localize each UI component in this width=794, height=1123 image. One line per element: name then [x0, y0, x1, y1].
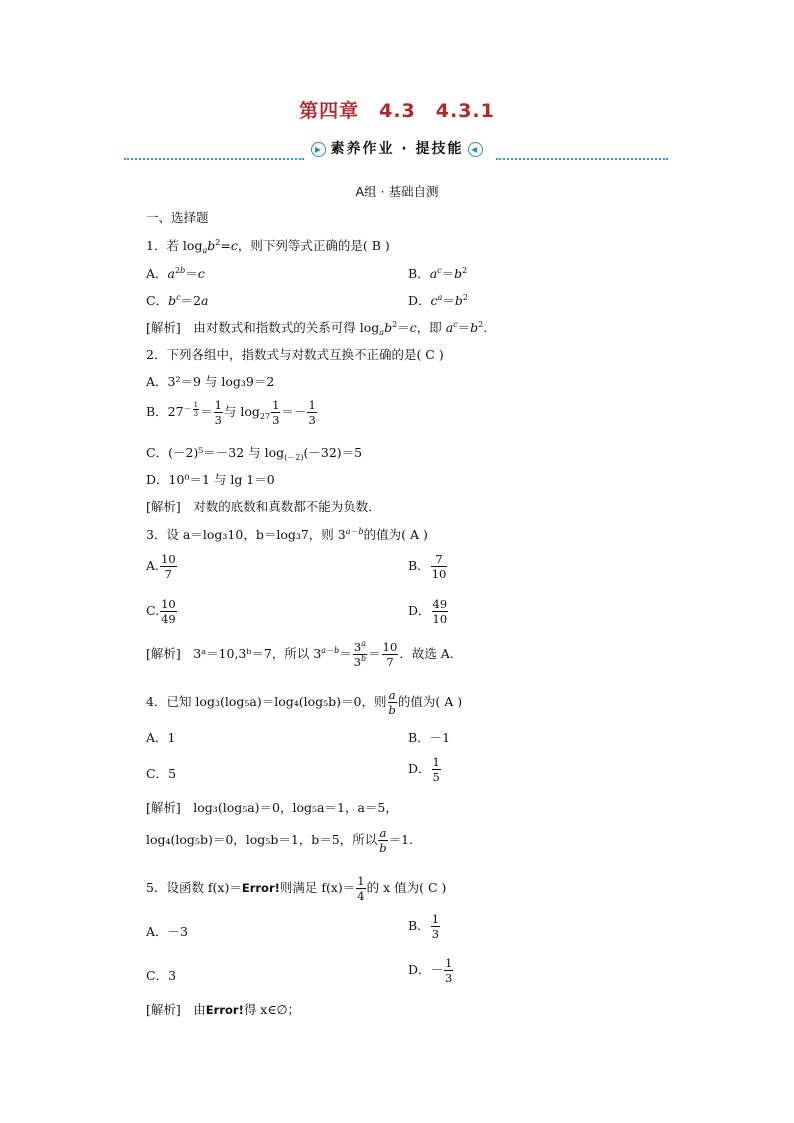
q4-explanation-2: log₄(log₅b)＝0，log₅b＝1，b＝5，所以 $\frac{a}{b}$ ＝1. [146, 826, 414, 855]
question-3-stem: 3．设 a＝log₃10，b＝log₃7，则 $3^{a-b}$的值为( A ) [146, 527, 428, 542]
q5-option-c: C．3 [146, 968, 177, 983]
banner-divider-left [124, 158, 304, 160]
q1-explanation: [解析] 由对数式和指数式的关系可得 $\log_ab^2=c$，即 $a^c=b^2$. [146, 320, 488, 337]
q1-option-b: B．$a^c=b^2$ [408, 266, 468, 281]
q2-option-b: B．$27^{- \frac{1}{3}}$ ＝ $\frac{1}{3}$ 与 $\log_{27}$ $\frac{1}{3}$ ＝－ $\frac{1}{3}$ [146, 398, 316, 427]
question-1-stem: 1．若 $\log_ab^2=c$，则下列等式正确的是( B ) [146, 238, 390, 255]
question-2-stem: 2．下列各组中，指数式与对数式互换不正确的是( C ) [146, 347, 444, 362]
q2-option-a: A．3²＝9 与 log₃9＝2 [146, 374, 275, 389]
section-banner [0, 138, 794, 158]
q5-explanation: [解析] 由Error!得 x∈∅； [146, 1002, 300, 1017]
q5-option-b: B． $\frac{1}{3}$ [408, 912, 440, 941]
q4-option-b: B．－1 [408, 730, 451, 745]
question-4-stem: 4．已知 log₃(log₅a)＝log₄(log₅b)＝0，则 $\frac{a}{b}$ 的值为( A ) [146, 688, 463, 717]
section-heading: 一、选择题 [146, 210, 209, 225]
q3-option-b: B． $\frac{7}{10}$ [408, 552, 447, 581]
q3-option-a: A. $\frac{10}{7}$ [146, 552, 176, 581]
question-5-stem: 5．设函数 f(x)＝Error!则满足 f(x)＝ $\frac{1}{4}$ 的 x 值为( C ) [146, 874, 447, 903]
q4-option-a: A．1 [146, 730, 176, 745]
q4-option-d: D． $\frac{1}{5}$ [408, 755, 440, 784]
group-heading: A组 · 基础自测 [355, 184, 439, 199]
q1-option-a: A．$a^{2b}=c$ [146, 266, 205, 281]
q1-option-d: D．$c^a=b^2$ [408, 293, 468, 308]
q2-option-d: D．10⁰＝1 与 lg 1＝0 [146, 472, 275, 487]
q2-option-c: C．(－2)⁵＝－32 与 $\log_{(-2)}(-32)=5$ [146, 445, 363, 462]
q3-option-d: D． $\frac{49}{10}$ [408, 597, 448, 626]
q4-explanation-1: [解析] log₃(log₅a)＝0，log₅a＝1，a＝5， [146, 800, 398, 815]
q3-option-c: C. $\frac{10}{49}$ [146, 597, 176, 626]
q5-option-a: A．－3 [146, 924, 188, 939]
play-left-icon: ◀ [468, 142, 483, 157]
chapter-title: 第四章 4.3 4.3.1 [299, 100, 495, 122]
play-right-icon: ▶ [311, 142, 326, 157]
q3-explanation: [解析] 3ᵃ＝10,3ᵇ＝7，所以 $3^{a-b}=$ $\frac{3^a}{3^b}$ ＝ $\frac{10}{7}$ ．故选 A. [146, 639, 454, 669]
banner-divider-right [496, 158, 668, 160]
q5-option-d: D．－ $\frac{1}{3}$ [408, 956, 453, 985]
q2-explanation: [解析] 对数的底数和真数都不能为负数． [146, 499, 381, 514]
banner-text: 素养作业 · 提技能 [330, 141, 464, 157]
q1-option-c: C．$b^c=2a$ [146, 293, 209, 308]
q4-option-c: C．5 [146, 766, 177, 781]
